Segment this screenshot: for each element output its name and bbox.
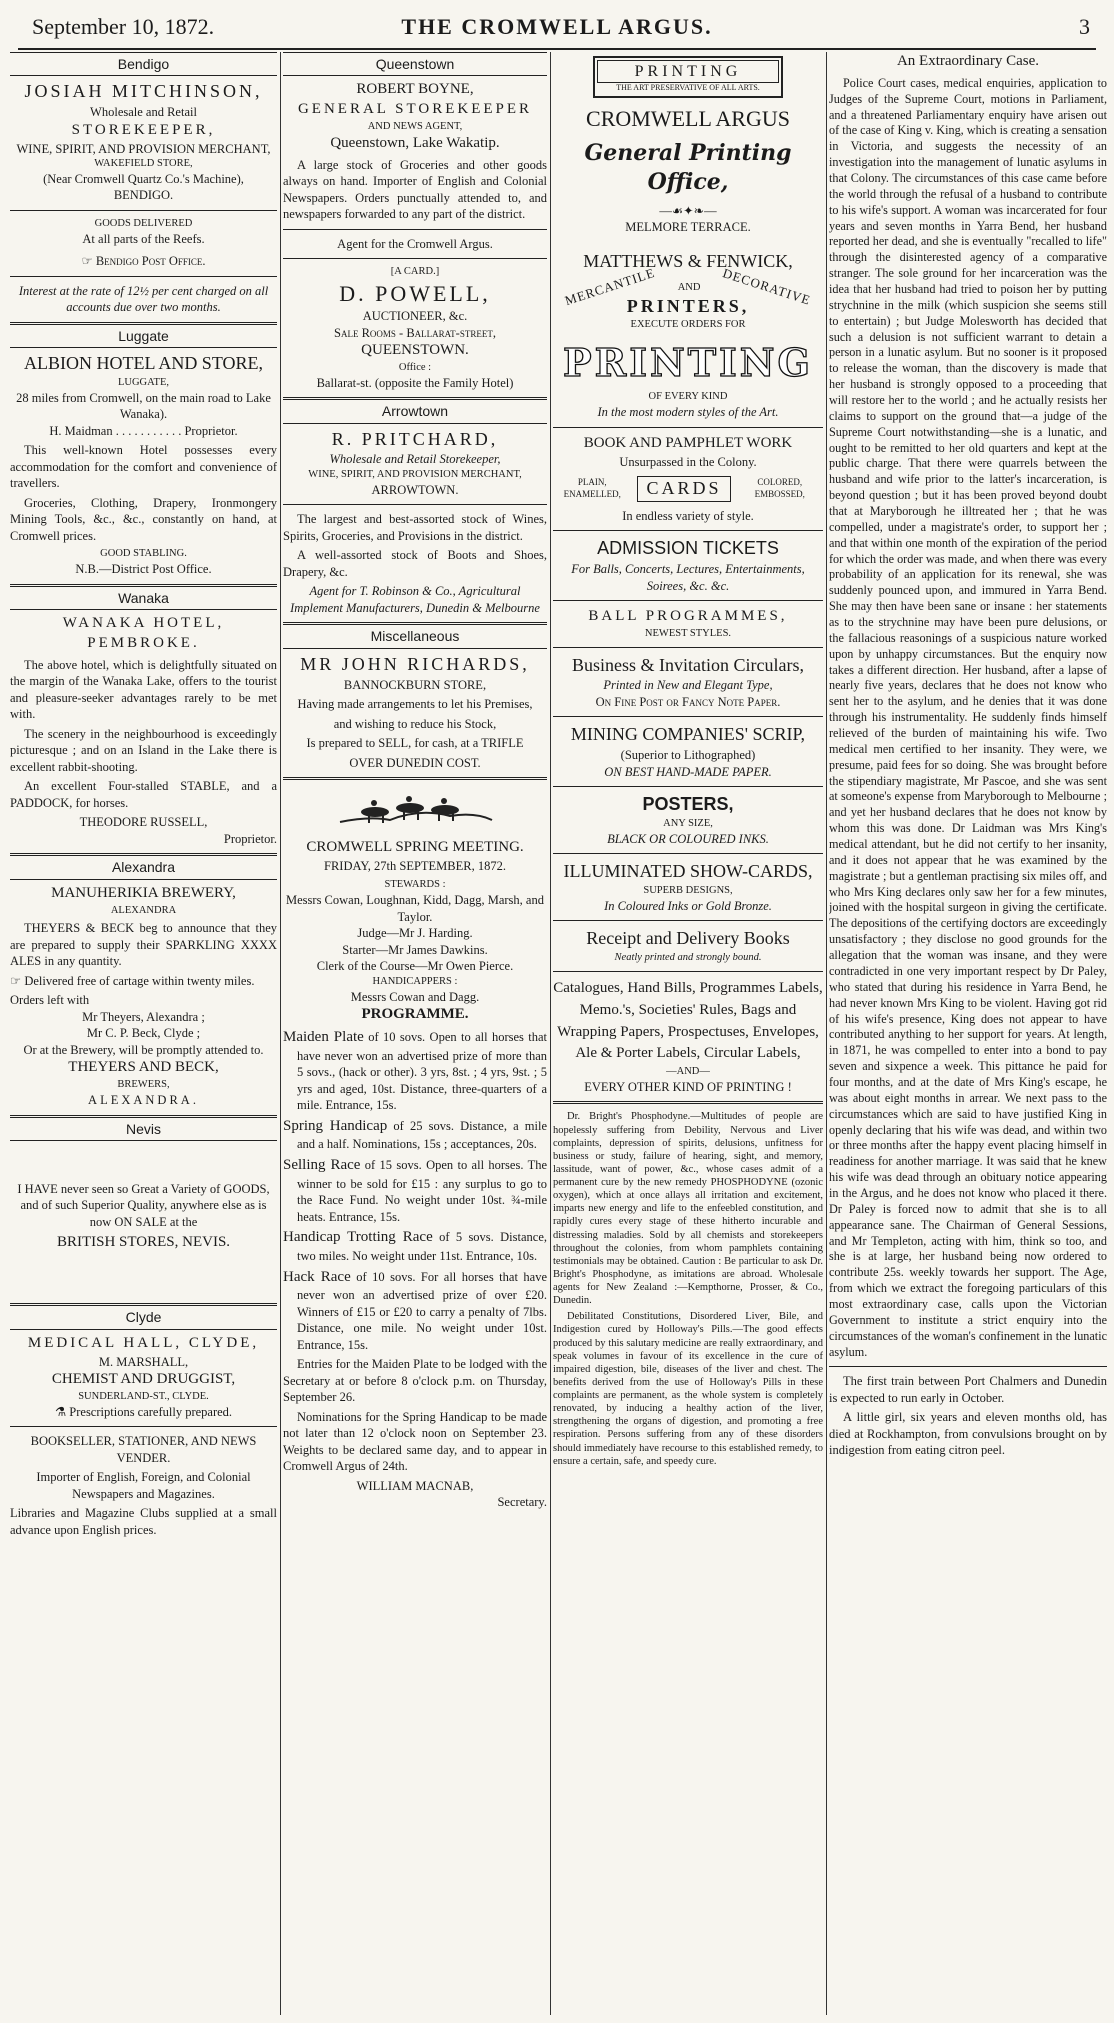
- cards-row: [553, 476, 823, 502]
- masthead: [18, 8, 1096, 50]
- ad-line: (Near Cromwell Quartz Co.'s Machine),: [43, 171, 244, 186]
- race-details: of 10 sovs. For all horses that have never won an advertised prize of over £20. Winners of £15 or £20 to carry a penalty of 7lbs. Distance, one mile. No weight under 10st. Entrance, 15s.: [297, 1269, 547, 1352]
- wanaka-ad: [10, 584, 277, 848]
- pointing-hand-icon: ☞: [10, 973, 22, 988]
- page-number: 3: [1079, 14, 1090, 39]
- ad-paragraph: THEYERS & BECK beg to announce that they are prepared to supply their SPARKLING XXXX ALES in any quantity.: [10, 921, 277, 969]
- ad-paragraph: The scenery in the neighbourhood is exceedingly picturesque ; and on an Island in the Lake there is excellent rabbit-shooting.: [10, 726, 277, 774]
- ad-line: STEWARDS :: [384, 879, 446, 891]
- ad-line: PROGRAMME.: [361, 1006, 469, 1023]
- race-details: of 15 sovs. Open to all horses. The winner to be sold for £15 : any surplus to go to the Race Fund. No weight under 10st. ¾-mile heats. Entrance, 15s.: [297, 1157, 547, 1224]
- ad-line: [A CARD.]: [390, 266, 440, 278]
- news-item: The first train between Port Chalmers and Dunedin is expected to run early in October.: [829, 1374, 1107, 1405]
- divider: [283, 777, 547, 780]
- race-title: Maiden Plate: [283, 1028, 364, 1045]
- race-entry: [283, 1268, 547, 1354]
- ad-line: SUNDERLAND-ST., CLYDE.: [78, 1390, 209, 1402]
- column-rule: [826, 52, 827, 2015]
- ad-paragraph: Catalogues, Hand Bills, Programmes Labels, Memo.'s, Societies' Rules, Bags and Wrapping Papers, Prospectuses, Envelopes, Ale & Porter Labels, Circular Labels,: [553, 980, 823, 1062]
- ad-line: MINING COMPANIES' SCRIP,: [570, 724, 806, 745]
- ad-line: Wholesale and Retail Storekeeper,: [329, 452, 501, 467]
- ad-line-text: Prescriptions carefully prepared.: [69, 1404, 233, 1419]
- ad-line: 28 miles from Cromwell, on the main road to Lake Wanaka).: [16, 390, 271, 422]
- divider: [283, 229, 547, 230]
- ad-line: POSTERS,: [642, 794, 734, 815]
- section-heading: Miscellaneous: [283, 622, 547, 648]
- ad-line: (Superior to Lithographed): [620, 748, 756, 763]
- ad-line: Wholesale and Retail: [90, 105, 197, 120]
- ad-paragraph: Entries for the Maiden Plate to be lodged with the Secretary at or before 8 o'clock p.m. on Thursday, September 26.: [283, 1357, 547, 1405]
- race-title: Selling Race: [283, 1156, 361, 1173]
- ad-paragraph: and wishing to reduce his Stock,: [333, 716, 497, 731]
- ad-paragraph: Is prepared to SELL, for cash, at a TRIFLE: [306, 736, 524, 751]
- ad-line: Starter—Mr James Dawkins.: [342, 942, 488, 957]
- ad-paragraph: I HAVE never seen so Great a Variety of GOODS, and of such Superior Quality, anywhere else as is now ON SALE at the: [17, 1181, 270, 1229]
- ad-line: In Coloured Inks or Gold Bronze.: [604, 898, 772, 913]
- divider: [553, 647, 823, 648]
- pointing-hand-icon: ☞: [81, 254, 93, 269]
- ad-line: Clerk of the Course—Mr Owen Pierce.: [316, 959, 514, 974]
- ad-line: THEODORE RUSSELL,: [79, 815, 208, 830]
- ad-line: M. MARSHALL,: [98, 1354, 189, 1369]
- race-entry: [283, 1156, 547, 1225]
- printing-office-ad: [553, 56, 823, 1104]
- nevis-ad: [10, 1115, 277, 1254]
- ad-paragraph: A large stock of Groceries and other goods always on hand. Importer of English and Colonial Newspapers. Orders punctually attended to, and newspapers forwarded to any part of the district.: [283, 157, 547, 222]
- column-1: [10, 52, 277, 2015]
- ad-paragraph: A well-assorted stock of Boots and Shoes, Drapery, &c.: [283, 548, 547, 579]
- ad-line: AUCTIONEER, &c.: [362, 309, 468, 324]
- ad-line: Or at the Brewery, will be promptly attended to.: [23, 1042, 264, 1057]
- queenstown-ad: [283, 52, 547, 391]
- news-item: A little girl, six years and eleven months old, has died at Rockhampton, from convulsions brought on by indigestion from eating citron peel.: [829, 1410, 1107, 1458]
- ad-line: ALEXANDRA: [110, 904, 177, 916]
- divider: [553, 427, 823, 428]
- ad-line: BANNOCKBURN STORE,: [343, 677, 487, 692]
- ad-line: MEDICAL HALL, CLYDE,: [27, 1334, 260, 1351]
- divider: [829, 1366, 1107, 1367]
- race-entry: [283, 1228, 547, 1264]
- ad-line: Mr C. P. Beck, Clyde ;: [86, 1026, 201, 1041]
- ad-line: Judge—Mr J. Harding.: [357, 926, 473, 941]
- ad-paragraph: This well-known Hotel possesses every accommodation for the comfort and convenience of travellers.: [10, 443, 277, 491]
- ad-line: —AND—: [666, 1066, 710, 1078]
- ad-paragraph: An excellent Four-stalled STABLE, and a PADDOCK, for horses.: [10, 779, 277, 810]
- signature-title: Secretary.: [497, 1495, 547, 1510]
- ad-line: MATTHEWS & FENWICK,: [583, 250, 793, 271]
- ad-line: General Printing Office,: [584, 139, 792, 195]
- ad-line: Sale Rooms - Ballarat-street,: [334, 325, 496, 340]
- ad-line: EXECUTE ORDERS FOR: [630, 319, 746, 331]
- ad-line: MELMORE TERRACE.: [625, 220, 751, 235]
- race-entry: [283, 1117, 547, 1153]
- ad-line: BOOKSELLER, STATIONER, AND NEWS VENDER.: [30, 1434, 257, 1465]
- ad-line: [10, 1404, 277, 1421]
- ad-line: [10, 253, 277, 270]
- advertiser-name: JOSIAH MITCHINSON,: [24, 81, 263, 102]
- ad-line: DECORATIVE: [721, 264, 814, 308]
- divider: [10, 210, 277, 211]
- ad-line: CARDS: [637, 476, 730, 502]
- spring-meeting-ad: [283, 777, 547, 1511]
- column-2: [283, 52, 547, 2015]
- section-heading: Nevis: [10, 1115, 277, 1141]
- ad-line: In the most modern styles of the Art.: [597, 405, 779, 420]
- race-details: of 10 sovs. Open to all horses that have never won an advertised prize of more than 5 sovs., (hack or other). 3 yrs, 8st. ; 4 yrs, 9st. ; 5 yrs and aged, 10st. Distance, three-quarters of a mile. Entrance, 15s.: [297, 1029, 547, 1113]
- ad-line: NEWEST STYLES.: [644, 627, 732, 639]
- ad-paragraph: Having made arrangements to let his Premises,: [297, 697, 533, 712]
- ad-line: Agent for the Cromwell Argus.: [337, 236, 493, 251]
- banner-subtitle: THE ART PRESERVATIVE OF ALL ARTS.: [616, 83, 760, 93]
- divider: [553, 530, 823, 531]
- ad-line: BREWERS,: [117, 1079, 170, 1091]
- ad-line: CHEMIST AND DRUGGIST,: [51, 1371, 236, 1388]
- ad-line: ROBERT BOYNE,: [356, 81, 474, 98]
- luggate-ad: [10, 322, 277, 578]
- ad-paragraph: Libraries and Magazine Clubs supplied at a small advance upon English prices.: [10, 1506, 277, 1537]
- divider: [553, 920, 823, 921]
- ad-line: PLAIN, ENAMELLED,: [563, 477, 621, 499]
- ad-line: Mr Theyers, Alexandra ;: [82, 1009, 205, 1024]
- ad-line-text: Bendigo Post Office.: [95, 254, 206, 269]
- ad-paragraph: Nominations for the Spring Handicap to be made not later than 12 o'clock noon on September 23. Weights to be declared same day, and to appear in Cromwell Argus of 24th.: [283, 1409, 547, 1474]
- ad-line: AND NEWS AGENT,: [367, 121, 463, 133]
- divider: [553, 716, 823, 717]
- ad-paragraph: [10, 973, 277, 990]
- ad-line: BOOK AND PAMPHLET WORK: [583, 434, 793, 451]
- ad-line: BALL PROGRAMMES,: [588, 608, 788, 625]
- racehorses-icon: [330, 786, 500, 832]
- ad-line: Messrs Cowan and Dagg.: [350, 989, 480, 1004]
- ad-line: For Balls, Concerts, Lectures, Entertainments, Soirees, &c. &c.: [571, 562, 805, 593]
- issue-date: September 10, 1872.: [32, 14, 215, 39]
- ad-line: CROMWELL ARGUS: [586, 105, 790, 131]
- ad-line: Proprietor.: [223, 831, 277, 846]
- ad-line: In endless variety of style.: [622, 508, 754, 523]
- divider: [553, 853, 823, 854]
- ad-line: ANY SIZE,: [663, 817, 713, 829]
- divider: [553, 1101, 823, 1104]
- clyde-ad: [10, 1303, 277, 1538]
- advertiser-name: ALBION HOTEL AND STORE,: [24, 353, 263, 374]
- ad-paragraph: Agent for T. Robinson & Co., Agricultural Implement Manufacturers, Dunedin & Melbourne: [290, 584, 540, 615]
- ad-line: CROMWELL SPRING MEETING.: [306, 839, 524, 856]
- section-heading: Arrowtown: [283, 397, 547, 423]
- ad-line: N.B.—District Post Office.: [75, 562, 212, 577]
- ad-line: Unsurpassed in the Colony.: [619, 454, 757, 469]
- ad-line: Interest at the rate of 12½ per cent charged on all accounts due over two months.: [18, 283, 269, 315]
- ad-line: Ballarat-st. (opposite the Family Hotel): [316, 375, 514, 390]
- signature: WILLIAM MACNAB,: [356, 1478, 474, 1493]
- ad-line: QUEENSTOWN.: [361, 342, 469, 359]
- divider: [10, 276, 277, 277]
- ad-line: GOOD STABLING.: [100, 548, 187, 560]
- bendigo-ad: [10, 52, 277, 316]
- ad-line: WINE, SPIRIT, AND PROVISION MERCHANT,: [308, 468, 522, 480]
- ad-line: Office :: [398, 361, 432, 373]
- alexandra-ad: [10, 853, 277, 1108]
- ad-line: WAKEFIELD STORE,: [94, 158, 193, 170]
- ad-line: LUGGATE,: [117, 376, 170, 388]
- ad-line: FRIDAY, 27th SEPTEMBER, 1872.: [324, 858, 506, 873]
- article-body: Police Court cases, medical enquiries, application to Judges of the Supreme Court, motions in Parliament, and a threatened Parliamentary enquiry have arisen out of the case of King v. King, which is creating a sensation in Victoria, and suggests the necessity of an investigation into the management of lunatic asylums in that Colony. The circumstances of this case came before the world through the refusal of a husband to contribute to his wife's support. A woman was incarcerated for four years and seven months in Yarra Bend, her husband reported her dead, and she is eventually "recalled to life" through the disinterested agency of a comparative stranger. The sole ground for her incarceration was the idea that her husband had tried to poison her by putting strychnine in the milk (which suspicion she seems still to entertain) ; but Judge Molesworth has decided that such a delusion is not sufficient warrant to detain a person in a lunatic asylum. But no sooner is it proposed to release the woman, than the discovery is made that her husband is strongly opposed to a proceeding that will restore her to the world ; and he actually resists her claims to support on the ground that—a judge of the Supreme Court notwithstanding—she is a lunatic, and ought to be remitted to her old quarters and kept at the public charge. That there were quarrels between the husband and wife prior to the latter's incarceration, is beyond question ; but it has been proved beyond doubt that at Maryborough he illtreated her ; that he was compelled, under a magistrate's order, to support her ; and that within one month of the expiration of the period for which the order was made, and when there was every probability of an application for its renewal, she was suddenly pounced upon, and immured in Yarra Bend. She may then have been sane or insane : her statements as to the strychnine may have been pure delusions, or the fallacious reasonings of a suspicious nature worked upon by unhappy circumstances. But the enquiry now takes a different direction. Her husband, after a lapse of nearly five years, declares that he does not know who sent her to the asylum, and he denies that it was done through his instrumentality. He suddenly finds himself relieved of the burden of maintaining his wife. Two medical men certified to her insanity. They were, we presume, paid fees for so doing. She was brought before the stipendiary magistrate, Mr Pascoe, and she was sent at someone's expense from Maryborough to Melbourne ; and yet her husband declares that he does not know by whom this was done. Dr Laidman was Mrs King's medical attendant, but he did not certify to her insanity, and it does not appear that he was examined by the magistrate ; but a gentleman practising six miles off, and who Mrs King declares only saw her for a few minutes, joined with the hospital surgeon in giving the certificate. The depositions of the certifying doctors are exceedingly unsatisfactory ; they disclose no good grounds for the allegation that the woman was insane, and they were contradicted in one very important respect by Dr Paley, who stated that during his residence in Yarra Bend, he had never known Mrs King to be violent. Having got rid of his wife's presence, King does not appear to have contributed anything to her support for years. At length, in 1871, he was compelled to enter into a bond to pay seven and sixpence a week. This pittance he paid for four months, and at the date of Mrs King's escape, he was about eight months in arrear. We next pass to the circumstances which are said to have justified King in openly declaring that his wife was dead, and within two or three months after the happy event placing himself in readiness for another marriage. It was said that he knew his wife was dead through an obituary notice appearing in the Argus, and he does not know who placed it there. Dr Paley is forced now to admit that she is to all appearance sane. The Chairman of General Sessions, and Mr Templeton, acting with him, think so too, and she is at large, her husband being now ordered to contribute 25s. weekly towards her support. The Age, from which we extract the foregoing particulars of this most extraordinary case, calls upon the Victorian Government to institute a strict enquiry into the circumstances of the woman's confinement in the lunatic asylum.: [829, 75, 1107, 1359]
- ad-line: THEYERS AND BECK,: [68, 1059, 219, 1076]
- section-heading: Wanaka: [10, 584, 277, 610]
- ad-line: Receipt and Delivery Books: [586, 928, 790, 949]
- article-title: An Extraordinary Case.: [896, 53, 1040, 69]
- section-heading: Alexandra: [10, 853, 277, 879]
- race-title: Spring Handicap: [283, 1117, 388, 1134]
- section-heading: Queenstown: [283, 52, 547, 76]
- ad-paragraph: Importer of English, Foreign, and Colonial Newspapers and Magazines.: [36, 1470, 251, 1501]
- ad-line: Orders left with: [10, 993, 90, 1008]
- ad-line: ARROWTOWN.: [371, 482, 459, 497]
- ad-line: Queenstown, Lake Wakatip.: [330, 134, 500, 151]
- divider: [283, 504, 547, 505]
- column-3: [553, 52, 823, 2015]
- paper-title: THE CROMWELL ARGUS.: [401, 14, 713, 39]
- divider: [283, 258, 547, 259]
- ad-paragraph: The above hotel, which is delightfully situated on the margin of the Wanaka Lake, offers to the tourist and pleasure-seeker advantages rarely to be met with.: [10, 657, 277, 722]
- ad-line: ON BEST HAND-MADE PAPER.: [604, 764, 772, 779]
- ad-line: Neatly printed and strongly bound.: [614, 952, 762, 964]
- ad-line: PRINTERS,: [626, 295, 750, 316]
- ad-line: GOODS DELIVERED: [94, 217, 193, 229]
- divider: [553, 971, 823, 972]
- race-title: Hack Race: [283, 1268, 351, 1285]
- ad-paragraph: The largest and best-assorted stock of Wines, Spirits, Groceries, and Provisions in the district.: [283, 512, 547, 543]
- ad-line: SUPERB DESIGNS,: [643, 885, 733, 897]
- ad-line: ALEXANDRA.: [88, 1093, 199, 1108]
- banner-title: PRINTING: [597, 60, 779, 83]
- holloway-pills-ad: Debilitated Constitutions, Disordered Liver, Bile, and Indigestion cured by Holloway's Pills.—The good effects produced by this salutary medicine are really extraordinary, and speak volumes in favour of its excellence in the cure of impaired digestion, bile, diseases of the liver and chest. The benefits derived from the use of Holloway's Pills in these complaints are permanent, as the whole system is completely renovated, by inducing a healthy action of the liver, strengthening the organs of digestion, and promoting a free respiration. Persons suffering from any of these disorders should immediately have recourse to this established remedy, to ensure a certain, safe, and speedy cure.: [553, 1311, 823, 1467]
- scroll-ornament-icon: —☙✦❧—: [659, 203, 717, 218]
- section-heading: Clyde: [10, 1303, 277, 1329]
- ad-line: STOREKEEPER,: [71, 121, 216, 138]
- column-rule: [280, 52, 281, 2015]
- ad-line: Business & Invitation Circulars,: [572, 654, 804, 675]
- phosphodyne-ad: Dr. Bright's Phosphodyne.—Multitudes of people are hopelessly suffering from Debility, Nervous and Liver complaints, depression of spirits, delusions, unfitness for business or study, failure of hearing, sight, and memory, lassitude, want of power, &c., whose cases admit of a permanent cure by the new remedy PHOSPHODYNE (ozonic oxygen), which at once allays all irritation and excitement, imparts new energy and life to the enfeebled constitution, and rapidly cures every stage of these hitherto incurable and distressing maladies. Sold by all chemists and storekeepers throughout the colonies, from whom pamphlets containing testimonials may be obtained. Caution : Be particular to ask Dr. Bright's Phosphodyne, as imitations are abroad. Wholesale agents for New Zealand :—Kempthorne, Prosser, & Co., Dunedin.: [553, 1111, 823, 1307]
- column-4: [829, 52, 1107, 2015]
- ad-line: OF EVERY KIND: [648, 391, 728, 403]
- ad-line: On Fine Post or Fancy Note Paper.: [595, 694, 781, 709]
- ad-paragraph: OVER DUNEDIN COST.: [349, 755, 481, 770]
- ad-line: ILLUMINATED SHOW-CARDS,: [563, 861, 813, 882]
- ad-line: EVERY OTHER KIND OF PRINTING !: [584, 1079, 792, 1094]
- section-heading: Bendigo: [10, 52, 277, 76]
- ad-line: Messrs Cowan, Loughnan, Kidd, Dagg, Marsh, and Taylor.: [286, 893, 544, 924]
- printing-banner: [593, 56, 783, 98]
- race-details: of 25 sovs. Distance, a mile and a half. Nominations, 15s ; acceptances, 20s.: [297, 1118, 547, 1152]
- ad-line: MR JOHN RICHARDS,: [300, 653, 530, 674]
- ad-line: At all parts of the Reefs.: [82, 231, 205, 246]
- ad-line: AND: [677, 281, 701, 293]
- ad-line: Printed in New and Elegant Type,: [603, 678, 773, 693]
- ad-line: BLACK OR COLOURED INKS.: [607, 831, 769, 846]
- column-rule: [550, 52, 551, 2015]
- section-heading: Luggate: [10, 322, 277, 348]
- ad-paragraph: Groceries, Clothing, Drapery, Ironmongery Mining Tools, &c., &c., constantly on hand, at Cromwell prices.: [10, 495, 277, 543]
- miscellaneous-ad: [283, 622, 547, 771]
- race-title: Handicap Trotting Race: [283, 1229, 433, 1246]
- ad-line: PRINTING: [563, 340, 813, 386]
- mortar-icon: ⚗: [54, 1404, 67, 1419]
- ad-line: MERCANTILE: [562, 264, 657, 308]
- ad-line: COLORED, EMBOSSED,: [754, 477, 805, 499]
- ad-line: R. PRITCHARD,: [331, 428, 499, 449]
- divider: [553, 600, 823, 601]
- ad-line: WINE, SPIRIT, AND PROVISION MERCHANT,: [16, 141, 271, 156]
- advertiser-name: WANAKA HOTEL, PEMBROKE.: [62, 615, 225, 651]
- divider: [10, 1426, 277, 1427]
- ad-line: BRITISH STORES, NEVIS.: [56, 1234, 231, 1251]
- divider: [553, 786, 823, 787]
- race-details: of 5 sovs. Distance, two miles. No weight under 11st. Entrance, 10s.: [297, 1230, 547, 1264]
- arrowtown-ad: [283, 397, 547, 616]
- ad-line: BENDIGO.: [113, 188, 174, 203]
- ad-line-text: Delivered free of cartage within twenty miles.: [24, 973, 255, 988]
- ad-line: H. Maidman . . . . . . . . . . . Proprietor.: [49, 423, 238, 438]
- ad-line: ADMISSION TICKETS: [597, 538, 779, 559]
- ad-line: GENERAL STOREKEEPER: [297, 101, 533, 118]
- ad-line: MANUHERIKIA BREWERY,: [51, 884, 236, 901]
- ad-line: D. POWELL,: [339, 281, 491, 307]
- ad-line: HANDICAPPERS :: [372, 975, 458, 987]
- race-entry: [283, 1028, 547, 1114]
